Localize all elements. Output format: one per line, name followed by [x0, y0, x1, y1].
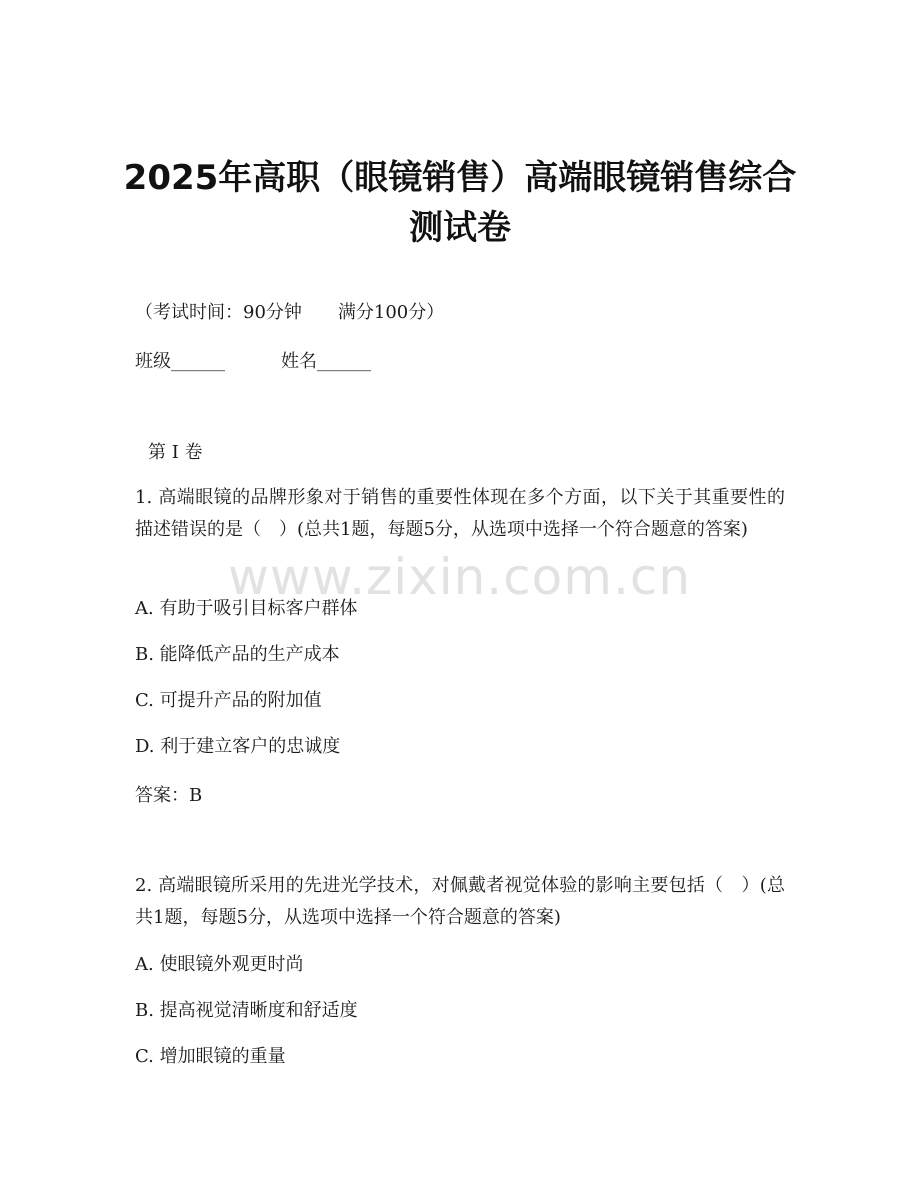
question-1-option-d: D. 利于建立客户的忠诚度	[135, 736, 341, 757]
section-heading: 第 I 卷	[148, 442, 203, 463]
question-2-stem: 2. 高端眼镜所采用的先进光学技术，对佩戴者视觉体验的影响主要包括（ ）(总共1题，每题5分，从选项中选择一个符合题意的答案)	[135, 875, 785, 928]
question-2-option-b: B. 提高视觉清晰度和舒适度	[135, 1000, 358, 1021]
student-fields	[135, 349, 785, 375]
question-1-option-a: A. 有助于吸引目标客户群体	[135, 598, 358, 619]
watermark: www.zixin.com.cn	[228, 548, 692, 606]
exam-info: （考试时间：90分钟 满分100分）	[135, 302, 445, 323]
question-1-option-b: B. 能降低产品的生产成本	[135, 644, 340, 665]
question-2-option-a: A. 使眼镜外观更时尚	[135, 954, 304, 975]
name-field: 姓名______	[281, 351, 371, 372]
question-2-option-c: C. 增加眼镜的重量	[135, 1046, 286, 1067]
question-1-answer: 答案：B	[135, 785, 203, 806]
question-1-option-c: C. 可提升产品的附加值	[135, 690, 322, 711]
class-field: 班级______	[135, 351, 225, 372]
question-1-stem: 1. 高端眼镜的品牌形象对于销售的重要性体现在多个方面，以下关于其重要性的描述错误的是（ ）(总共1题，每题5分，从选项中选择一个符合题意的答案)	[135, 487, 785, 540]
document-title-line2: 测试卷	[409, 208, 511, 248]
document-title-line1: 2025年高职（眼镜销售）高端眼镜销售综合	[123, 158, 797, 198]
